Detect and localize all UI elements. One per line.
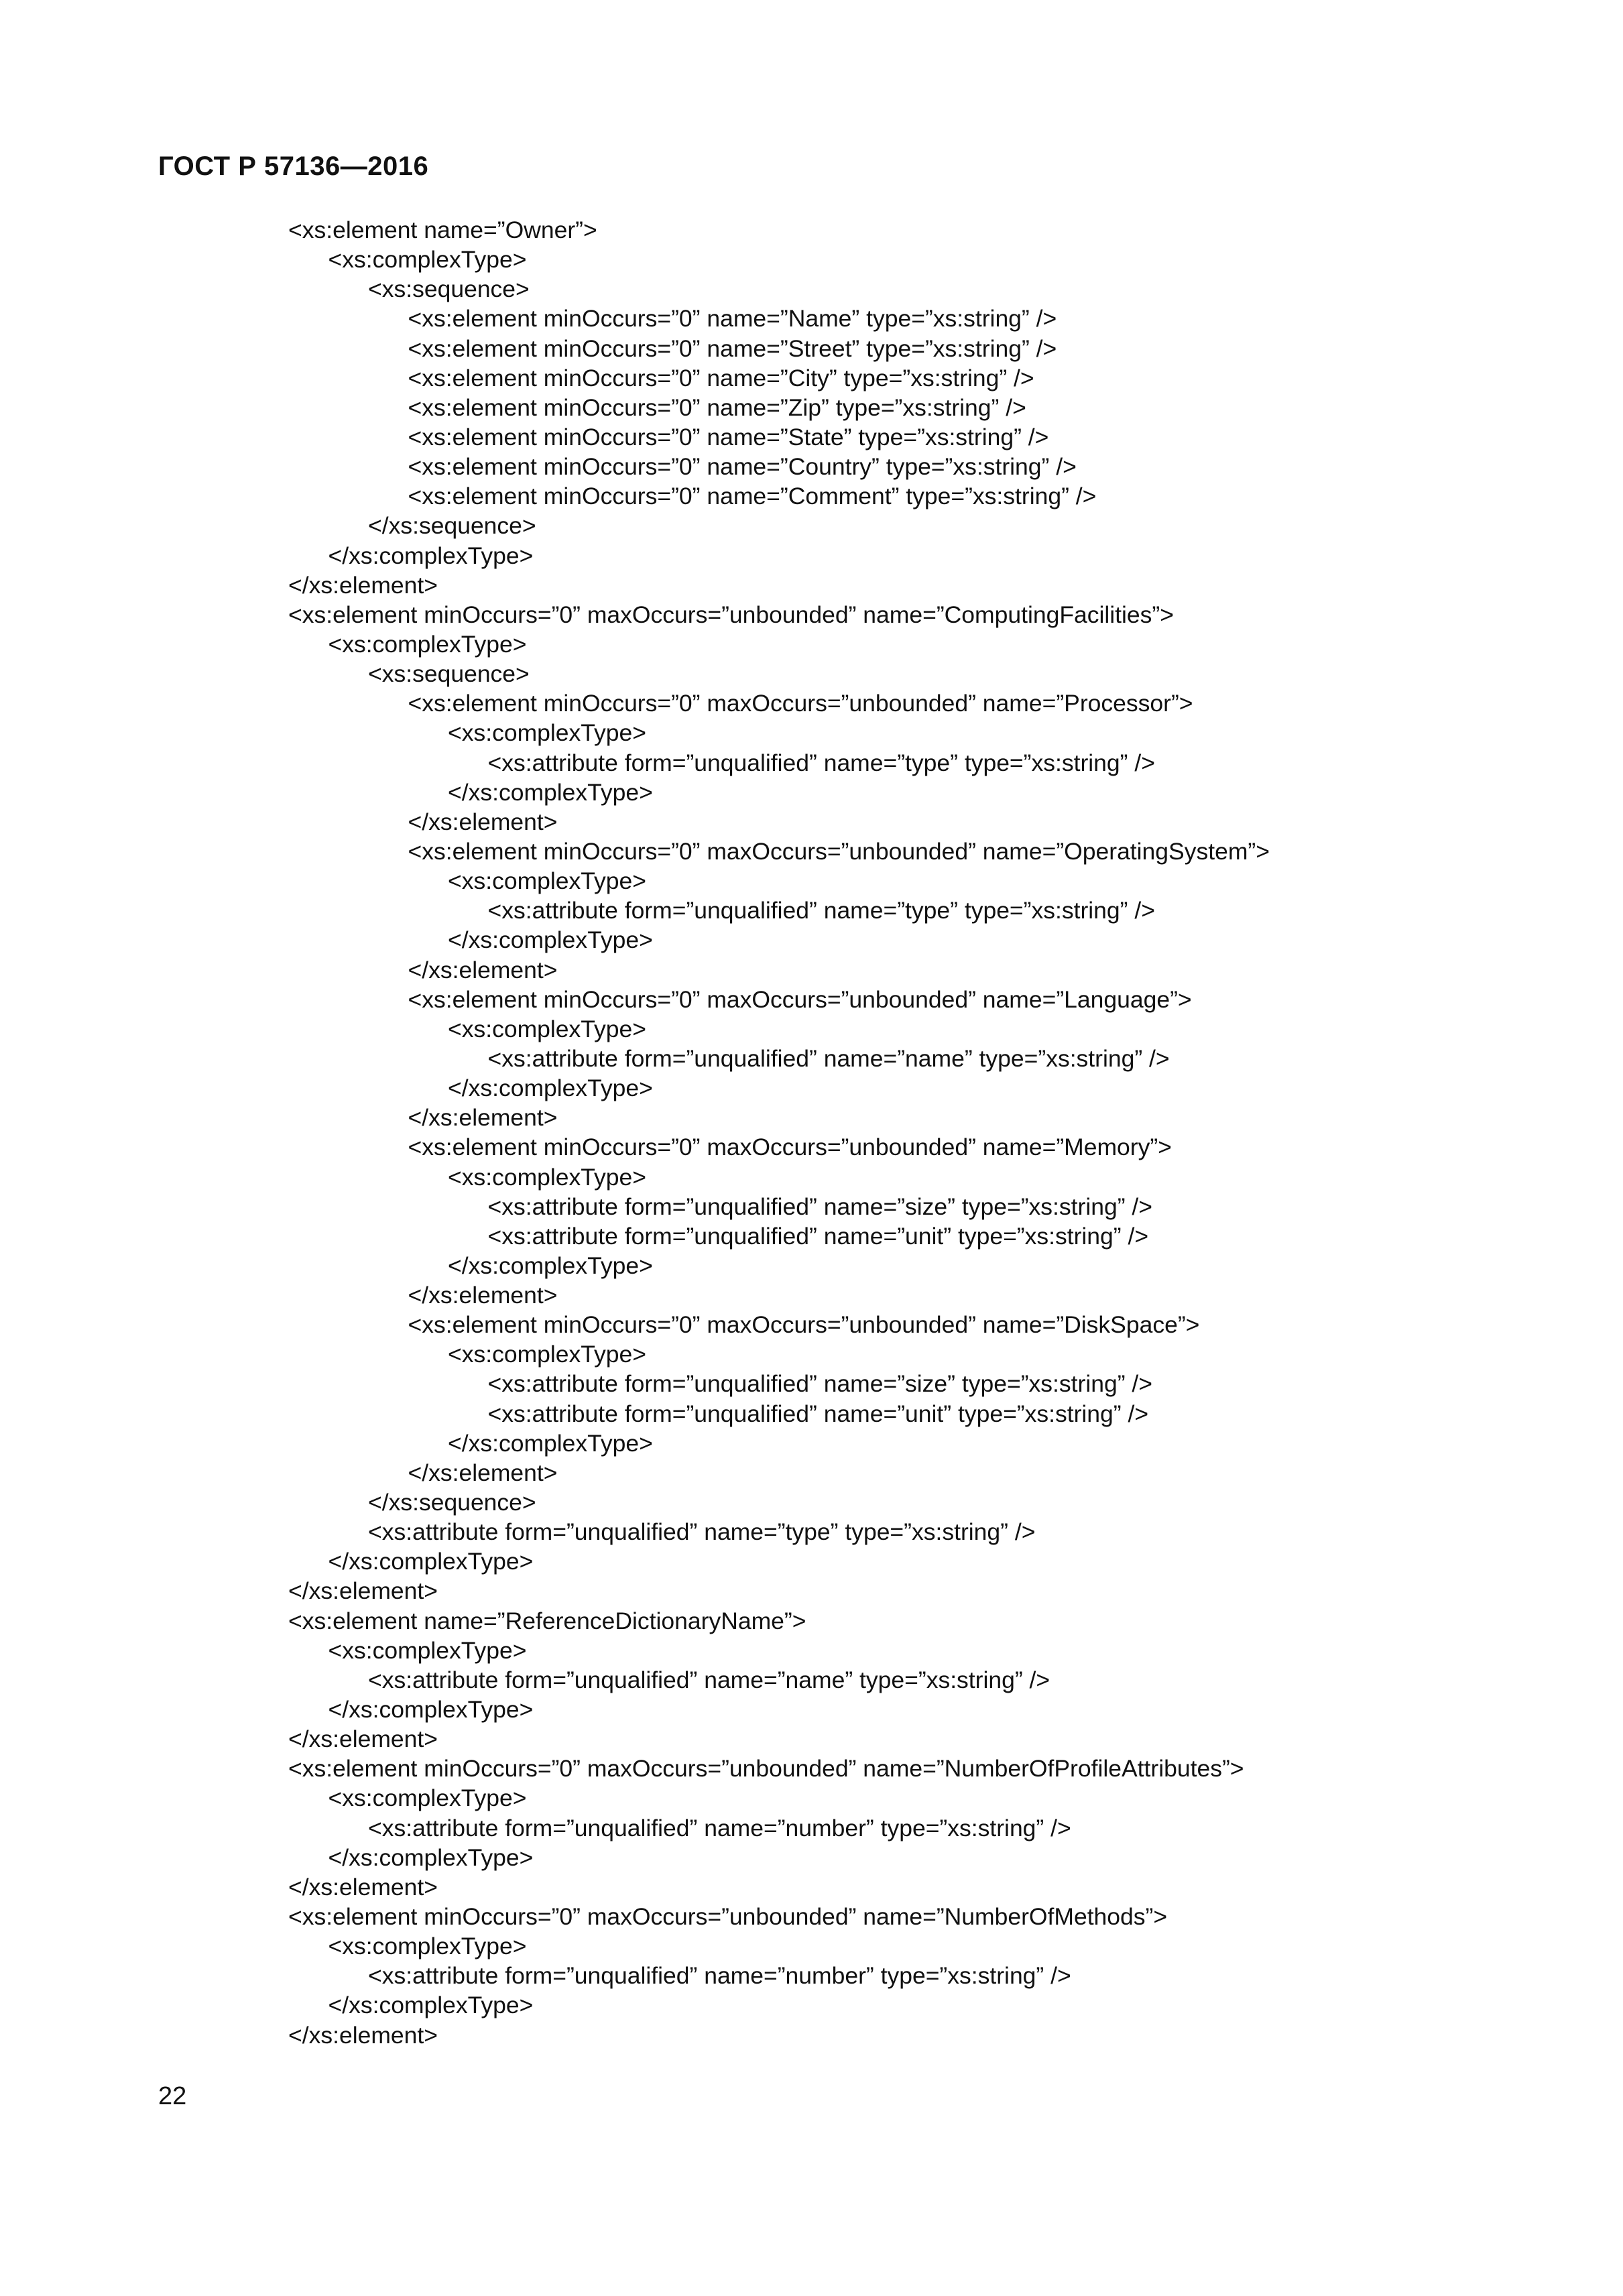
code-line: <xs:complexType>: [328, 1785, 527, 1812]
code-line: <xs:complexType>: [448, 1163, 646, 1191]
code-line: <xs:element minOccurs=”0” name=”State” type=”xs:string” />: [408, 423, 1049, 450]
code-line: </xs:complexType>: [448, 778, 653, 806]
code-line: <xs:complexType>: [328, 1636, 527, 1664]
code-line: <xs:complexType>: [328, 1933, 527, 1960]
code-line: <xs:attribute form=”unqualified” name=”number” type=”xs:string” />: [368, 1814, 1071, 1841]
code-line: </xs:complexType>: [328, 1844, 534, 1871]
code-line: <xs:element minOccurs=”0” name=”Country” type=”xs:string” />: [408, 453, 1077, 481]
code-line: <xs:element minOccurs=”0” maxOccurs=”unbounded” name=”NumberOfMethods”>: [288, 1903, 1168, 1931]
code-line: </xs:element>: [288, 1726, 438, 1753]
code-line: </xs:element>: [288, 1577, 438, 1605]
code-line: <xs:element minOccurs=”0” maxOccurs=”unbounded” name=”OperatingSystem”>: [408, 837, 1270, 865]
code-line: <xs:element minOccurs=”0” maxOccurs=”unbounded” name=”Memory”>: [408, 1134, 1172, 1161]
code-line: <xs:element minOccurs=”0” maxOccurs=”unbounded” name=”Language”>: [408, 985, 1192, 1013]
xsd-code-listing: [288, 215, 1562, 2050]
code-line: </xs:element>: [288, 1873, 438, 1900]
code-line: </xs:complexType>: [448, 1075, 653, 1102]
document-header: ГОСТ Р 57136—2016: [158, 152, 429, 181]
code-line: </xs:element>: [408, 808, 558, 835]
code-line: </xs:element>: [408, 1459, 558, 1486]
code-line: </xs:sequence>: [368, 512, 536, 540]
code-line: <xs:element minOccurs=”0” name=”Comment” type=”xs:string” />: [408, 483, 1097, 510]
code-line: <xs:element minOccurs=”0” maxOccurs=”unbounded” name=”ComputingFacilities”>: [288, 601, 1174, 628]
code-line: </xs:complexType>: [328, 1548, 534, 1575]
code-line: </xs:complexType>: [448, 1429, 653, 1457]
code-line: <xs:complexType>: [448, 719, 646, 747]
code-line: <xs:complexType>: [448, 867, 646, 895]
code-line: </xs:element>: [288, 2021, 438, 2049]
code-line: <xs:attribute form=”unqualified” name=”unit” type=”xs:string” />: [487, 1400, 1149, 1427]
code-line: <xs:element minOccurs=”0” name=”Street” type=”xs:string” />: [408, 335, 1057, 362]
code-line: <xs:attribute form=”unqualified” name=”size” type=”xs:string” />: [487, 1193, 1152, 1220]
code-line: <xs:attribute form=”unqualified” name=”type” type=”xs:string” />: [487, 897, 1155, 924]
code-line: <xs:attribute form=”unqualified” name=”unit” type=”xs:string” />: [487, 1222, 1149, 1250]
code-line: <xs:element minOccurs=”0” name=”Name” type=”xs:string” />: [408, 305, 1057, 333]
code-line: </xs:complexType>: [328, 1992, 534, 2019]
code-line: </xs:complexType>: [328, 1696, 534, 1724]
code-line: <xs:complexType>: [448, 1341, 646, 1368]
code-line: <xs:element name=”ReferenceDictionaryName”>: [288, 1607, 806, 1634]
code-line: <xs:sequence>: [368, 276, 530, 303]
code-line: <xs:element minOccurs=”0” name=”Zip” type=”xs:string” />: [408, 394, 1026, 421]
code-line: </xs:element>: [408, 956, 558, 983]
code-line: </xs:element>: [408, 1282, 558, 1309]
code-line: <xs:element minOccurs=”0” maxOccurs=”unbounded” name=”NumberOfProfileAttributes”>: [288, 1755, 1244, 1783]
code-line: </xs:element>: [288, 571, 438, 599]
code-line: </xs:element>: [408, 1104, 558, 1132]
code-line: <xs:element name=”Owner”>: [288, 217, 597, 243]
code-line: </xs:complexType>: [328, 542, 534, 569]
code-line: <xs:attribute form=”unqualified” name=”number” type=”xs:string” />: [368, 1962, 1071, 1990]
code-line: <xs:attribute form=”unqualified” name=”name” type=”xs:string” />: [487, 1044, 1170, 1072]
code-line: <xs:element minOccurs=”0” name=”City” type=”xs:string” />: [408, 364, 1034, 391]
code-line: </xs:complexType>: [448, 1252, 653, 1279]
code-line: <xs:sequence>: [368, 660, 530, 688]
code-line: <xs:attribute form=”unqualified” name=”type” type=”xs:string” />: [487, 749, 1155, 776]
code-line: </xs:complexType>: [448, 926, 653, 954]
page-number: 22: [158, 2082, 187, 2110]
code-line: <xs:complexType>: [328, 246, 527, 274]
code-line: <xs:complexType>: [448, 1015, 646, 1042]
code-line: </xs:sequence>: [368, 1489, 536, 1516]
code-line: <xs:element minOccurs=”0” maxOccurs=”unbounded” name=”Processor”>: [408, 690, 1193, 717]
code-line: <xs:attribute form=”unqualified” name=”type” type=”xs:string” />: [368, 1518, 1036, 1546]
code-line: <xs:complexType>: [328, 630, 527, 658]
code-line: <xs:element minOccurs=”0” maxOccurs=”unbounded” name=”DiskSpace”>: [408, 1311, 1200, 1339]
code-line: <xs:attribute form=”unqualified” name=”name” type=”xs:string” />: [368, 1666, 1050, 1693]
code-line: <xs:attribute form=”unqualified” name=”size” type=”xs:string” />: [487, 1370, 1152, 1398]
